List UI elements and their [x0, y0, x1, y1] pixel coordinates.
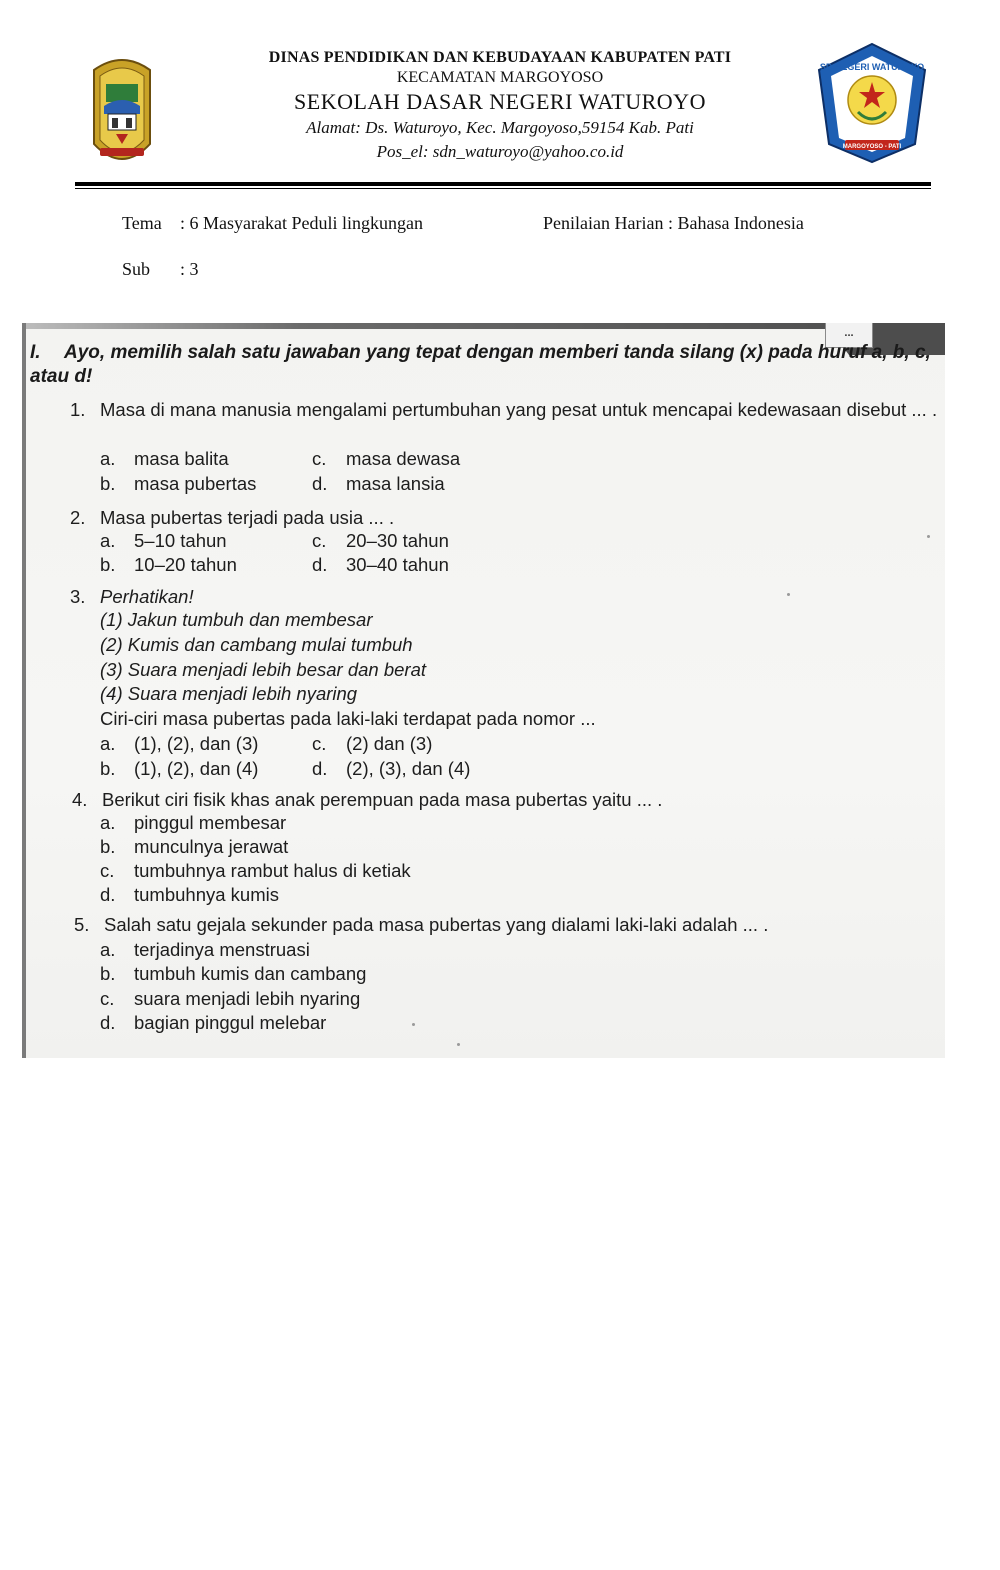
question-stem: [70, 585, 940, 608]
question-text: Masa di mana manusia mengalami pertumbuhan yang pesat untuk mencapai kedewasaan disebut ... .: [100, 399, 938, 420]
sub-value: : 3: [180, 259, 199, 279]
school-email: Pos_el: sdn_waturoyo@yahoo.co.id: [376, 142, 624, 161]
question-number: 4.: [72, 789, 88, 810]
options-row-1: [100, 733, 800, 757]
tema-value: : 6 Masyarakat Peduli lingkungan: [180, 213, 423, 233]
scan-speck: [787, 593, 790, 596]
option-c[interactable]: c. (2) dan (3): [312, 733, 433, 754]
instruction-number: I.: [30, 342, 41, 363]
option-d[interactable]: d. masa lansia: [312, 473, 445, 494]
question-4: [22, 788, 945, 908]
question-number: 1.: [70, 399, 86, 420]
options-row-2: [100, 758, 800, 782]
option-d[interactable]: d. (2), (3), dan (4): [312, 758, 471, 779]
options-row-2: [100, 473, 800, 497]
instruction: [30, 341, 940, 389]
option-a[interactable]: a. (1), (2), dan (3): [100, 733, 259, 754]
question-2: [22, 506, 945, 586]
question-number: 3.: [70, 586, 86, 607]
option-b[interactable]: b. 10–20 tahun: [100, 554, 237, 575]
option-b[interactable]: b. masa pubertas: [100, 473, 257, 494]
option-a[interactable]: a. pinggul membesar: [100, 812, 287, 833]
option-c[interactable]: c. masa dewasa: [312, 448, 461, 469]
question-text: Salah satu gejala sekunder pada masa pubertas yang dialami laki-laki adalah ... .: [104, 914, 769, 935]
statement-3: (3) Suara menjadi lebih besar dan berat: [100, 659, 426, 680]
question-intro: Perhatikan!: [100, 586, 194, 607]
option-c[interactable]: c. 20–30 tahun: [312, 530, 449, 551]
penilaian-line: Penilaian Harian : Bahasa Indonesia: [543, 213, 804, 233]
question-text: Ciri-ciri masa pubertas pada laki-laki terdapat pada nomor ...: [100, 708, 596, 729]
letterhead-text: [200, 48, 800, 164]
question-stem: [72, 788, 942, 811]
badge-top-text: SD NEGERI WATUROYO: [819, 62, 925, 72]
options-row-2: [100, 554, 800, 578]
question-number: 2.: [70, 507, 86, 528]
pati-regency-crest-icon: [86, 48, 158, 178]
question-stem: [74, 913, 944, 936]
letterhead: [0, 0, 1000, 200]
option-d[interactable]: d. tumbuhnya kumis: [100, 884, 279, 905]
instruction-text: Ayo, memilih salah satu jawaban yang tepat dengan memberi tanda silang (x) pada huruf a, b, c, atau d!: [30, 342, 931, 387]
school-address: Alamat: Ds. Waturoyo, Kec. Margoyoso,59154 Kab. Pati: [306, 118, 694, 137]
question-1: [22, 398, 945, 498]
letterhead-divider-thick: [75, 182, 931, 186]
statement-2: (2) Kumis dan cambang mulai tumbuh: [100, 634, 413, 655]
letterhead-divider-thin: [75, 188, 931, 189]
question-number: 5.: [74, 914, 90, 935]
sub-label: Sub: [122, 259, 151, 279]
question-stem: [70, 398, 940, 421]
question-text: Berikut ciri fisik khas anak perempuan pada masa pubertas yaitu ... .: [102, 789, 663, 810]
options-row-1: [100, 530, 800, 554]
statement-1: (1) Jakun tumbuh dan membesar: [100, 609, 373, 630]
option-b[interactable]: b. tumbuh kumis dan cambang: [100, 963, 367, 984]
scanned-worksheet: [22, 323, 945, 1058]
option-c[interactable]: c. suara menjadi lebih nyaring: [100, 988, 361, 1009]
option-d[interactable]: d. bagian pinggul melebar: [100, 1012, 327, 1033]
question-5: [22, 913, 945, 1038]
sd-negeri-waturoyo-badge-icon: [815, 40, 930, 165]
option-a[interactable]: a. terjadinya menstruasi: [100, 939, 310, 960]
option-a[interactable]: a. 5–10 tahun: [100, 530, 227, 551]
tema-line: [122, 212, 423, 234]
question-stem: [70, 506, 940, 529]
question-text: Masa pubertas terjadi pada usia ... .: [100, 507, 395, 528]
option-d[interactable]: d. 30–40 tahun: [312, 554, 449, 575]
option-b[interactable]: b. munculnya jerawat: [100, 836, 289, 857]
option-a[interactable]: a. masa balita: [100, 448, 229, 469]
school-name: SEKOLAH DASAR NEGERI WATUROYO: [294, 89, 706, 114]
question-3: [22, 585, 945, 785]
scan-speck: [457, 1043, 460, 1046]
sub-line: [122, 258, 199, 280]
statement-4: (4) Suara menjadi lebih nyaring: [100, 683, 358, 704]
options-row-1: [100, 448, 800, 472]
tema-label: Tema: [122, 213, 162, 233]
agency-name: DINAS PENDIDIKAN DAN KEBUDAYAAN KABUPATEN PATI: [268, 49, 732, 66]
scan-speck: [412, 1023, 415, 1026]
option-c[interactable]: c. tumbuhnya rambut halus di ketiak: [100, 860, 411, 881]
scan-tab-mark: ...: [825, 323, 873, 348]
district-name: KECAMATAN MARGOYOSO: [396, 69, 604, 86]
option-b[interactable]: b. (1), (2), dan (4): [100, 758, 259, 779]
scan-shadow-top: [22, 323, 945, 329]
scan-speck: [927, 535, 930, 538]
badge-bottom-text: MARGOYOSO - PATI: [842, 144, 902, 150]
